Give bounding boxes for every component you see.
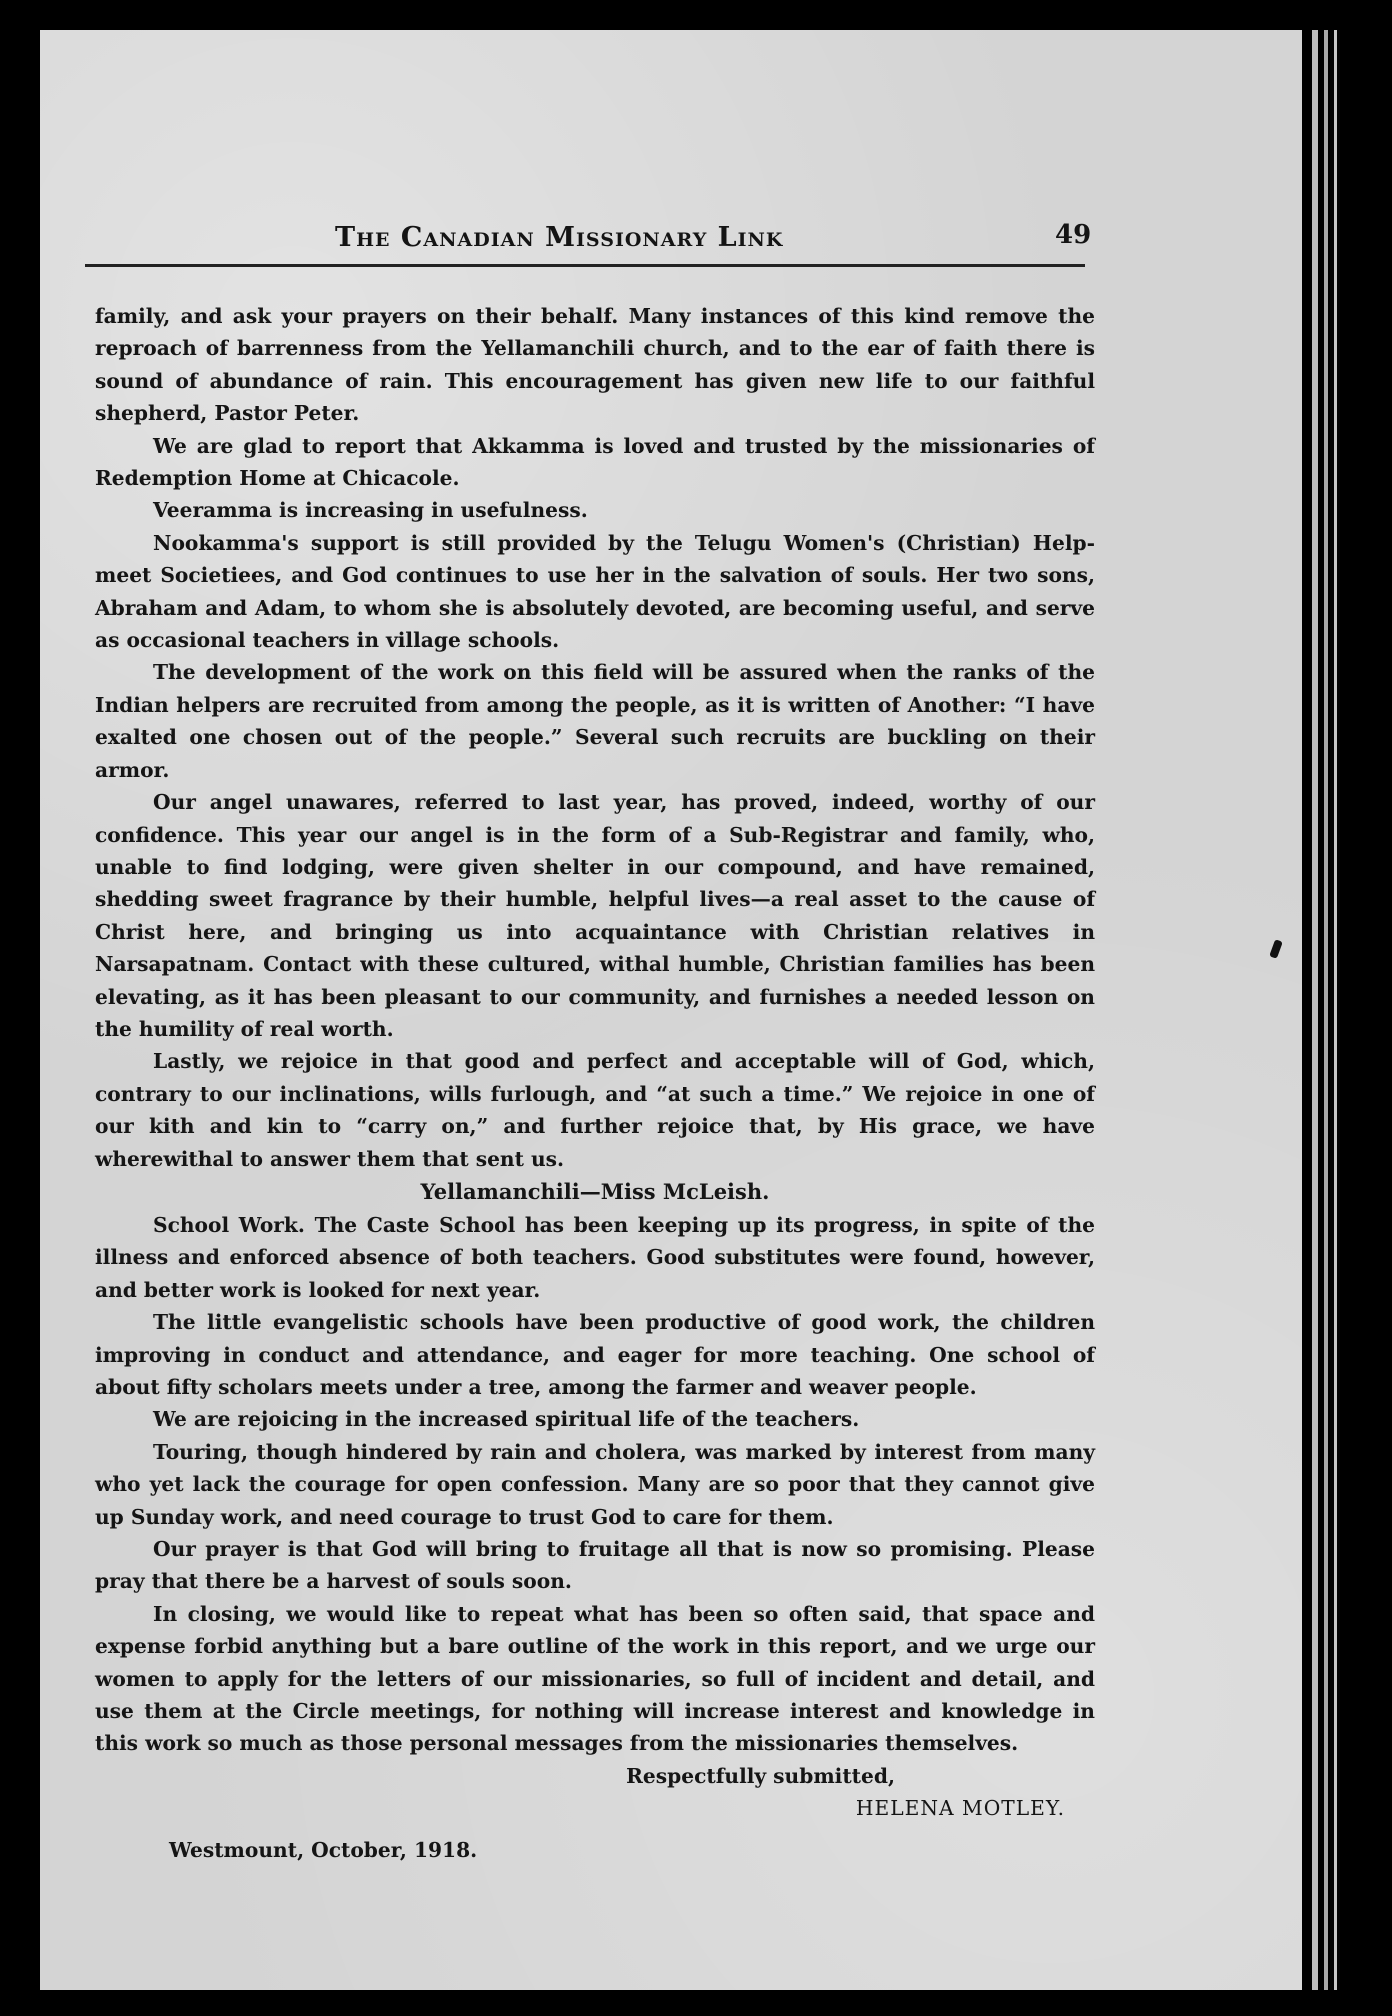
dateline: Westmount, October, 1918. (169, 1837, 478, 1862)
paragraph: We are rejoicing in the increased spiritual life of the teachers. (153, 1407, 860, 1432)
page-edge (1324, 30, 1328, 1990)
page-edge (1334, 30, 1337, 1990)
paragraph: Our angel unawares, referred to last year, has proved, indeed, worthy of our confidence. This year our angel is in the form of a Sub-Registrar and family, who, unable to find lodging, were given shelter in our compound, and have remained, shedding sweet fragrance by their humble, helpful lives—a real asset to the cause of Christ here, and bringing us into acquaintance with Christian relatives in Narsapatnam. Contact with these cultured, withal humble, Christian families has been elevating, as it has been pleasant to our community, and furnishes a needed lesson on the humility of real worth. (95, 790, 1095, 1041)
page-number: 49 (1055, 220, 1092, 250)
paragraph: Veeramma is increasing in usefulness. (153, 498, 588, 523)
paragraph: Touring, though hindered by rain and cholera, was marked by interest from many who yet lack the courage for open confession. Many are so poor that they cannot give up Sunday work, and need courage to trust God to care for them. (95, 1439, 1095, 1529)
paragraph: The development of the work on this field will be assured when the ranks of the Indian helpers are recruited from among the people, as it is written of Another: “I have exalted one chosen out of the people.” Several such recruits are buckling on their armor. (95, 660, 1095, 782)
signature: HELENA MOTLEY. (855, 1795, 1065, 1820)
paragraph: In closing, we would like to repeat what has been so often said, that space and expense forbid anything but a bare outline of the work in this report, and we urge our women to apply for the letters of our missionaries, so full of incident and detail, and use them at the Circle meetings, for nothing will increase interest and knowledge in this work so much as those personal messages from the missionaries themselves. (95, 1601, 1095, 1756)
paragraph: family, and ask your prayers on their behalf. Many instances of this kind remove the reproach of barrenness from the Yellamanchili church, and to the ear of faith there is sound of abundance of rain. This encouragement has given new life to our faithful shepherd, Pastor Peter. (95, 304, 1095, 426)
running-head: The Canadian Missionary Link (335, 222, 784, 253)
closing-line: Respectfully submitted, (626, 1763, 895, 1788)
paragraph: School Work. The Caste School has been keeping up its progress, in spite of the illness and enforced absence of both teachers. Good substitutes were found, however, and better work is looked for next year. (95, 1212, 1095, 1302)
paragraph: Our prayer is that God will bring to fruitage all that is now so promising. Please pray that there be a harvest of souls soon. (95, 1537, 1095, 1594)
section-heading: Yellamanchili—Miss McLeish. (420, 1178, 770, 1204)
page-header (85, 210, 1092, 260)
paragraph: Nookamma's support is still provided by the Telugu Women's (Christian) Help-meet Societiees, and God continues to use her in the salvation of souls. Her two sons, Abraham and Adam, to whom she is absolutely devoted, are becoming useful, and serve as occasional teachers in village schools. (95, 530, 1095, 653)
article-body (95, 300, 1095, 1866)
paragraph: The little evangelistic schools have been productive of good work, the children improving in conduct and attendance, and eager for more teaching. One school of about fifty scholars meets under a tree, among the farmer and weaver people. (95, 1310, 1095, 1399)
paragraph: We are glad to report that Akkamma is loved and trusted by the missionaries of Redemption Home at Chicacole. (95, 433, 1095, 491)
paragraph: Lastly, we rejoice in that good and perfect and acceptable will of God, which, contrary to our inclinations, wills furlough, and “at such a time.” We rejoice in one of our kith and kin to “carry on,” and further rejoice that, by His grace, we have wherewithal to answer them that sent us. (95, 1049, 1095, 1171)
closing-block (95, 1760, 1095, 1866)
page-edge (1312, 30, 1318, 1990)
header-rule (85, 264, 1085, 267)
